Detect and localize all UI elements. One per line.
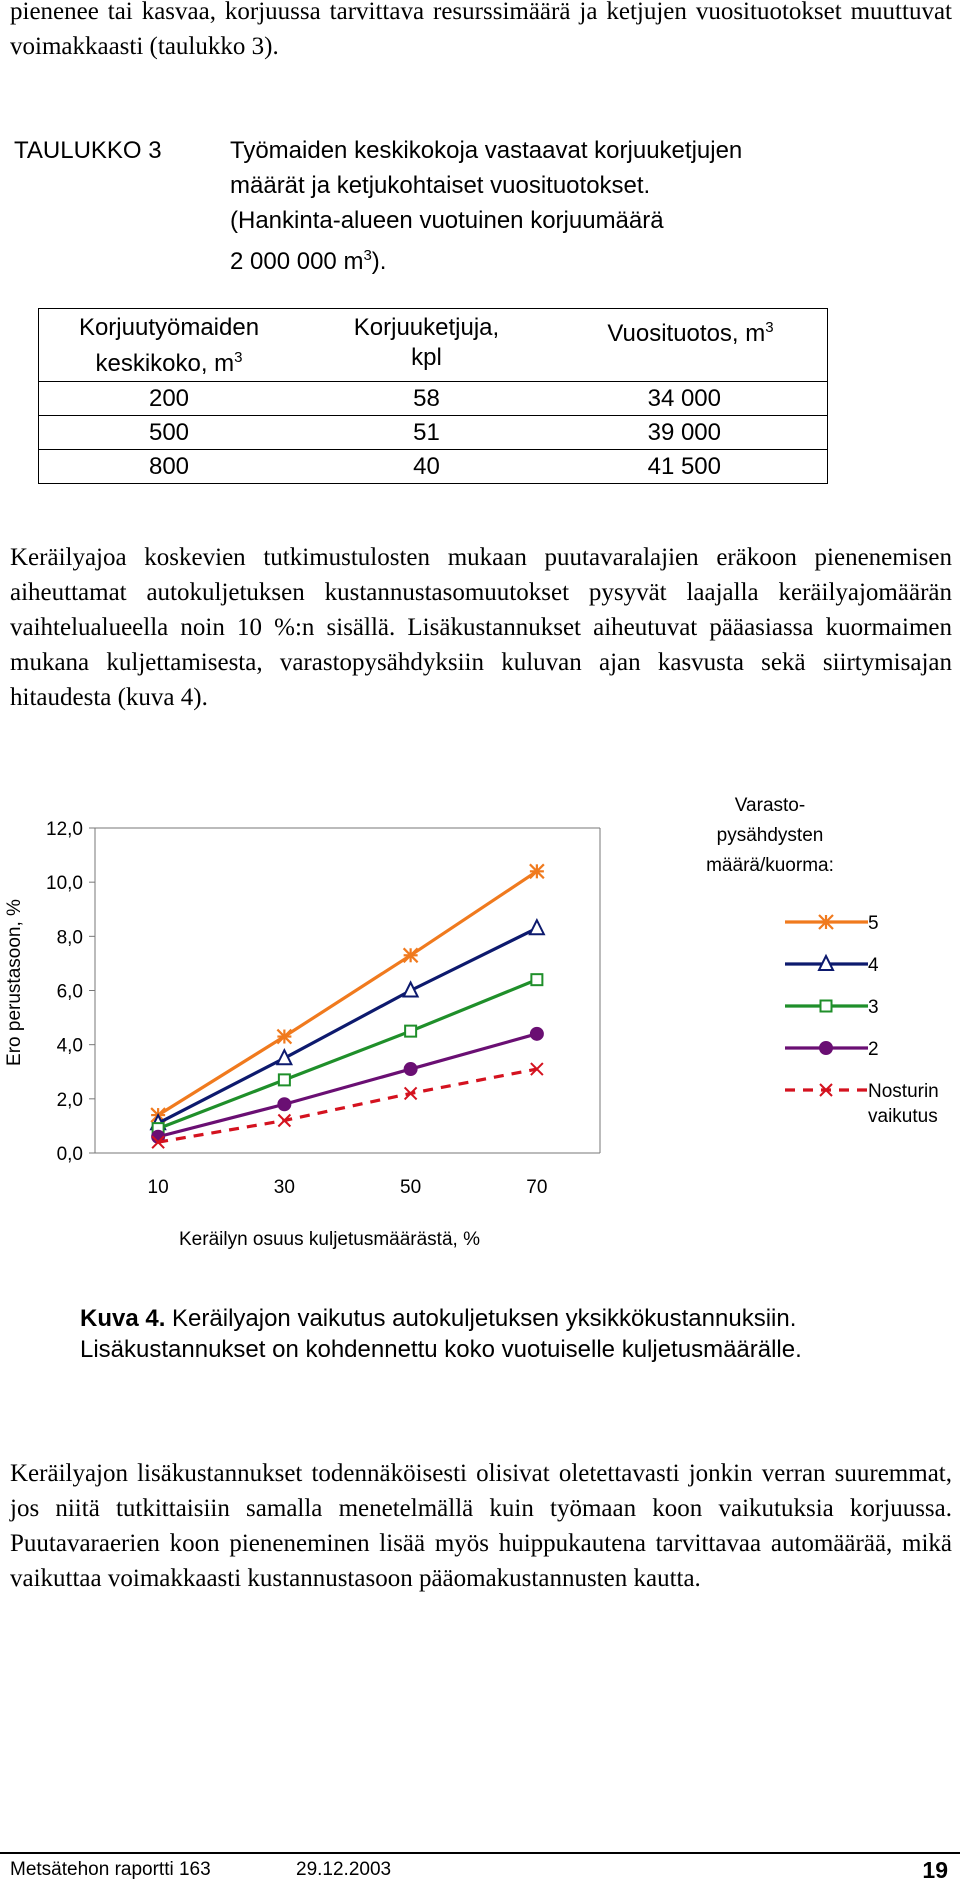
table-cell: 800: [39, 450, 300, 484]
figure-caption: [80, 1303, 870, 1365]
line-chart: [0, 780, 960, 1260]
data-point: [404, 948, 418, 962]
series-line: [158, 980, 537, 1129]
table-cell: 58: [299, 382, 554, 416]
y-tick-label: 6,0: [56, 981, 83, 1003]
table-header-cell: Korjuutyömaiden keskikoko, $m^3$: [39, 309, 300, 382]
table-cell: 500: [39, 416, 300, 450]
data-point: [530, 920, 544, 934]
legend-label: 5: [868, 913, 879, 934]
y-tick-label: 0,0: [56, 1144, 83, 1165]
intro-paragraph: pienenee tai kasvaa, korjuussa tarvittava resurssimäärä ja ketjujen vuosituotokset muuttuvat voimakkaasti (taulukko 3).: [10, 0, 952, 60]
data-point: [531, 974, 542, 985]
footer-date: 29.12.2003: [296, 1859, 392, 1880]
table-cell: 39 000: [554, 416, 828, 450]
data-point: [278, 1098, 291, 1111]
legend-title: pysähdysten: [716, 825, 824, 846]
data-point: [530, 864, 544, 878]
series-line: [158, 928, 537, 1123]
table-cell: 200: [39, 382, 300, 416]
y-tick-label: 10,0: [46, 873, 83, 895]
table-caption-line: (Hankinta-alueen vuotuinen korjuumäärä: [230, 207, 664, 234]
table-caption-text: [230, 133, 830, 279]
y-axis-label: Ero perustasoon, %: [4, 899, 25, 1066]
table-row: [39, 450, 828, 484]
table-row: [39, 416, 828, 450]
table-cell: 34 000: [554, 382, 828, 416]
table-header-row: [39, 309, 828, 382]
y-tick-label: 8,0: [56, 927, 83, 949]
legend-label: Nosturin: [868, 1081, 939, 1102]
x-axis-label: Keräilyn osuus kuljetusmäärästä, %: [179, 1229, 480, 1250]
table-header-cell: Vuosituotos, $m^3$: [554, 309, 828, 382]
data-table: [38, 308, 828, 484]
footer-divider: [0, 1852, 960, 1854]
table-caption-line: 2 000 000 $m^3$).: [230, 247, 387, 275]
table-caption-line: määrät ja ketjukohtaiset vuosituotokset.: [230, 172, 651, 199]
body-paragraph: Keräilyajoa koskevien tutkimustulosten mukaan puutavaralajien eräkoon pienenemisen aiheuttamat autokuljetuksen kustannustasomuutokset pysyvät laajalla keräilyajomäärän vaihtelualueella noin 10 %:n sisällä. Lisäkustannukset aiheutuvat pääasiassa kuormaimen mukana kuljettamisesta, varastopysähdyksiin kuluvan ajan kasvusta sekä siirtymisajan hitaudesta (kuva 4).: [10, 544, 952, 711]
table-caption-line: Työmaiden keskikokoja vastaavat korjuuketjujen: [230, 137, 743, 164]
legend-label: vaikutus: [868, 1106, 938, 1127]
data-point: [530, 1027, 543, 1040]
x-tick-label: 50: [400, 1177, 422, 1198]
table-cell: 40: [299, 450, 554, 484]
data-point: [404, 1063, 417, 1076]
data-point: [405, 1026, 416, 1037]
x-tick-label: 10: [147, 1177, 169, 1198]
x-tick-label: 30: [273, 1177, 295, 1198]
y-tick-label: 12,0: [46, 819, 83, 840]
legend-swatch-marker: [820, 1042, 833, 1055]
table-cell: 51: [299, 416, 554, 450]
table-header-cell: Korjuuketjuja, kpl: [299, 309, 554, 382]
legend-swatch-marker: [819, 915, 833, 929]
series-line: [158, 1034, 537, 1137]
footer-publication: Metsätehon raportti 163: [10, 1859, 211, 1880]
table-cell: 41 500: [554, 450, 828, 484]
figure-caption-text: Keräilyajon vaikutus autokuljetuksen yksikkökustannuksiin. Lisäkustannukset on kohdennettu koko vuotuiselle kuljetusmäärälle.: [80, 1305, 802, 1363]
closing-paragraph: Keräilyajon lisäkustannukset todennäköisesti olisivat oletettavasti jonkin verran suuremmat, jos niitä tutkittaisiin samalla menetelmällä kuin työmaan koon vaikutuksia korjuussa. Puutavaraerien koon pieneneminen lisää myös huippukautena tarvittavaa automäärää, mikä vaikuttaa voimakkaasti kustannustasoon pääomakustannusten kautta.: [10, 1460, 952, 1592]
data-point: [279, 1074, 290, 1085]
x-tick-label: 70: [526, 1177, 548, 1198]
legend-label: 2: [868, 1039, 879, 1060]
data-point: [277, 1030, 291, 1044]
legend-label: 4: [868, 955, 879, 976]
legend-label: 3: [868, 997, 879, 1018]
legend-swatch-marker: [821, 1001, 832, 1012]
legend-title: määrä/kuorma:: [706, 855, 834, 876]
legend-title: Varasto-: [734, 795, 806, 816]
figure-label: Kuva 4.: [80, 1305, 166, 1332]
page-number: 19: [922, 1857, 948, 1883]
table-label: TAULUKKO 3: [14, 137, 162, 164]
table-row: [39, 382, 828, 416]
y-tick-label: 2,0: [56, 1089, 83, 1111]
y-tick-label: 4,0: [56, 1035, 83, 1057]
